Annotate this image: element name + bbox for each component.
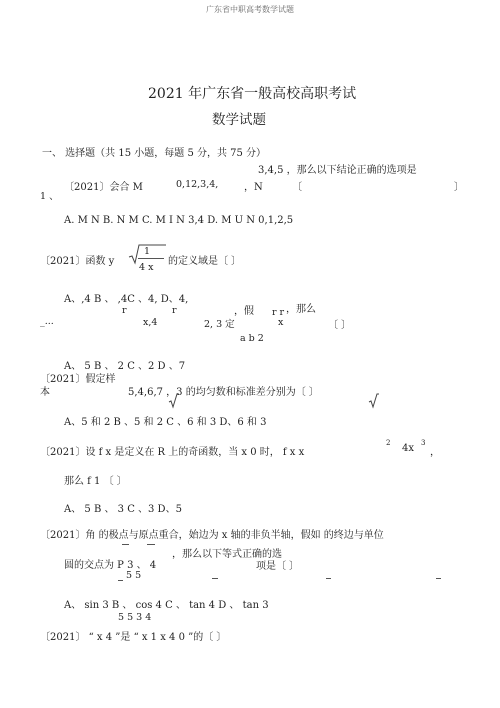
sqrt-icon bbox=[368, 393, 380, 409]
q6-mark bbox=[212, 578, 218, 579]
q6-fraction-bar bbox=[122, 544, 129, 545]
page-title: 2021 年广东省一般高校高职考试 bbox=[148, 86, 357, 102]
q6-point-line: 圆的交点为 P 3 、 4 bbox=[64, 560, 157, 571]
q3-vector-rr: r r bbox=[272, 307, 285, 318]
q1-options: A. M N B. N M C. M I N 3,4 D. M U N 0,1,2,5 bbox=[64, 215, 294, 226]
page-header: 广东省中职高考数学试题 bbox=[206, 5, 294, 14]
q6-fraction-bar bbox=[147, 544, 155, 545]
q6-mark bbox=[436, 578, 441, 579]
q6-stem: 〔2021〕角 的极点与原点重合，始边为 x 轴的非负半轴，假如 的终边与单位 bbox=[40, 530, 384, 541]
q2-fraction-denominator: 4 x bbox=[139, 262, 154, 273]
q3-two-three: 2, 3 定 bbox=[204, 319, 235, 330]
section-heading: 一、 选择题（共 15 小题，每题 5 分，共 75 分） bbox=[42, 148, 267, 159]
q3-x: x bbox=[278, 317, 284, 328]
q1-source: 〔2021〕会合 M bbox=[64, 182, 143, 193]
q3-ab: a b 2 bbox=[240, 333, 264, 344]
q6-mid: ，那么以下等式正确的选 bbox=[172, 549, 282, 560]
q3-vector-r1: r bbox=[122, 305, 127, 316]
q2-source: 〔2021〕函数 y bbox=[40, 256, 115, 267]
q1-stem-right: 3,4,5 ，那么以下结论正确的选项是 bbox=[258, 165, 417, 176]
q6-denominators: 5 5 bbox=[126, 570, 142, 581]
q4-ben: 本 bbox=[40, 387, 50, 398]
q3-vector-r2: r bbox=[172, 305, 177, 316]
q1-set-n-label: ，N bbox=[244, 182, 263, 193]
q3-x4: x,4 bbox=[143, 317, 158, 328]
q5-term-4x: 4x bbox=[402, 443, 415, 454]
q5-stem: 〔2021〕设 f x 是定义在 R 上的奇函数，当 x 0 时， f x x bbox=[40, 447, 305, 458]
q1-close-bracket: 〕 bbox=[454, 182, 464, 193]
q4-options: A、5 和 2 B 、5 和 2 C 、6 和 3 D、6 和 3 bbox=[64, 417, 267, 428]
q5-then: 那么 f 1 〔 〕 bbox=[64, 476, 127, 487]
q5-options: A、 5 B 、 3 C 、3 D、5 bbox=[64, 504, 182, 515]
q2-tail: 的定义域是〔 〕 bbox=[168, 256, 242, 267]
page-subtitle: 数学试题 bbox=[212, 112, 266, 128]
sqrt-icon bbox=[168, 393, 180, 409]
q3-brackets: 〔 〕 bbox=[328, 320, 352, 331]
q6-mark bbox=[118, 580, 123, 581]
q5-comma: ， bbox=[430, 447, 440, 458]
q1-open-bracket: 〔 bbox=[292, 182, 302, 193]
q2-options: A、,4 B 、 ,4C 、4, D、4, bbox=[64, 294, 189, 305]
q4-stem: 5,4,6,7 ，3 的均匀数和标准差分别为〔 〕 bbox=[128, 387, 319, 398]
q7-stem: 〔2021〕 “ x 4 ”是 “ x 1 x 4 0 ”的〔 〕 bbox=[40, 632, 227, 643]
q6-mark bbox=[326, 578, 331, 579]
q1-number: 1 、 bbox=[40, 191, 59, 202]
q2-fraction-bar bbox=[138, 258, 164, 259]
q6-xiang: 项是〔 〕 bbox=[256, 561, 300, 572]
q5-superscript-3: 3 bbox=[421, 439, 426, 447]
q5-superscript-2: 2 bbox=[386, 439, 391, 447]
q3-name: ，那么 bbox=[286, 304, 316, 315]
q6-option-denominators: 5 5 3 4 bbox=[118, 612, 152, 623]
q6-options: A、 sin 3 B 、 cos 4 C 、 tan 4 D 、 tan 3 bbox=[64, 600, 269, 611]
q3-number: _... bbox=[40, 316, 54, 327]
q4-source: 〔2021〕假定样 bbox=[40, 374, 116, 385]
q2-fraction-numerator: 1 bbox=[144, 246, 151, 257]
q1-set-m: 0,12,3,4, bbox=[176, 179, 219, 190]
q3-jia: ，假 bbox=[234, 306, 254, 317]
q3-options: A、 5 B 、 2 C 、2 D 、7 bbox=[64, 361, 186, 372]
